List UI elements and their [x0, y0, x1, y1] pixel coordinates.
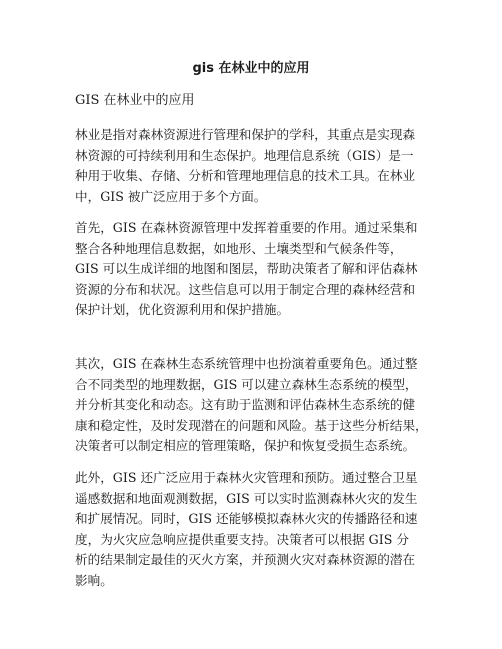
- paragraph-line: 决策者可以制定相应的管理策略，保护和恢复受损生态系统。: [75, 438, 416, 454]
- paragraph-line: 林业是指对森林资源进行管理和保护的学科，其重点是实现森: [75, 127, 416, 142]
- paragraph-line: 度，为火灾应急响应提供重要支持。决策者可以根据 GIS 分: [75, 531, 409, 547]
- paragraph-line: 并分析其变化和动态。这有助于监测和评估森林生态系统的健: [75, 397, 416, 413]
- paragraph-resource-management: [75, 218, 437, 321]
- paragraph-line: 此外，GIS 还广泛应用于森林火灾管理和预防。通过整合卫星: [75, 470, 418, 485]
- paragraph-ecosystem-management: [75, 354, 437, 457]
- paragraph-line: 影响。: [75, 572, 113, 588]
- paragraph-line: 林资源的可持续利用和生态保护。地理信息系统（GIS）是一: [75, 147, 414, 163]
- paragraph-line: GIS 可以生成详细的地图和图层，帮助决策者了解和评估森林: [75, 261, 418, 277]
- paragraph-line: 保护计划，优化资源利用和保护措施。: [75, 302, 290, 318]
- paragraph-line: 整合各种地理信息数据，如地形、土壤类型和气候条件等，: [75, 240, 403, 256]
- document-title: gis 在林业中的应用: [192, 61, 310, 76]
- paragraph-line: 合不同类型的地理数据，GIS 可以建立森林生态系统的模型，: [75, 376, 418, 392]
- paragraph-line: 和扩展情况。同时，GIS 还能够模拟森林火灾的传播路径和速: [75, 511, 418, 527]
- paragraph-fire-management: [75, 468, 437, 592]
- paragraph-line: 析的结果制定最佳的灭火方案，并预测火灾对森林资源的潜在: [75, 552, 416, 568]
- paragraph-line: 其次，GIS 在森林生态系统管理中也扮演着重要角色。通过整: [75, 356, 418, 371]
- document-subtitle: GIS 在林业中的应用: [75, 93, 195, 108]
- paragraph-line: 康和稳定性，及时发现潜在的问题和风险。基于这些分析结果，: [75, 417, 428, 433]
- paragraph-line: 资源的分布和状况。这些信息可以用于制定合理的森林经营和: [75, 281, 416, 297]
- paragraph-intro: [75, 125, 437, 207]
- paragraph-line: 首先，GIS 在森林资源管理中发挥着重要的作用。通过采集和: [75, 220, 418, 235]
- paragraph-line: 种用于收集、存储、分析和管理地理信息的技术工具。在林业: [75, 168, 416, 184]
- paragraph-line: 中，GIS 被广泛应用于多个方面。: [75, 188, 267, 204]
- paragraph-line: 遥感数据和地面观测数据，GIS 可以实时监测森林火灾的发生: [75, 490, 418, 506]
